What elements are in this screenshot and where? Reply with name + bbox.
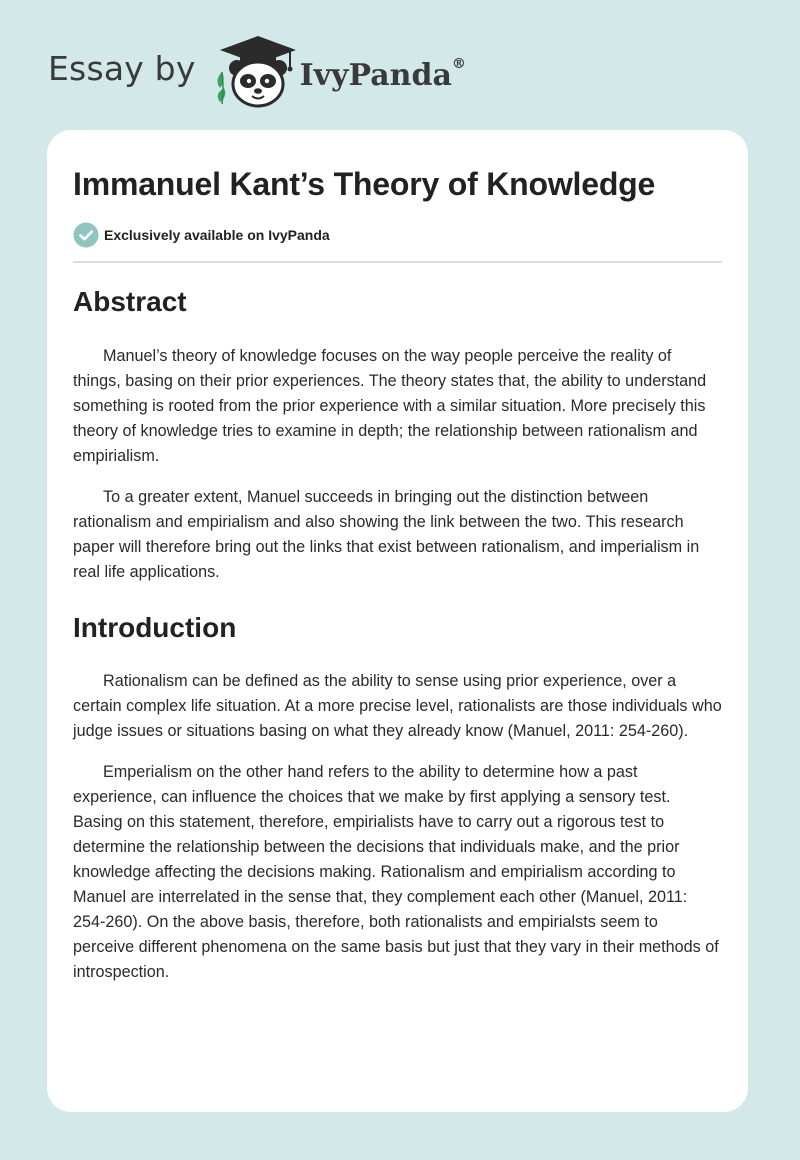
page-title: Immanuel Kant’s Theory of Knowledge	[73, 166, 656, 202]
paragraph: To a greater extent, Manuel succeeds in bringing out the distinction between rationalism and empirialism and also showing the link between the two. This research paper will therefore bring out the links that exist between rationalism, and imperialism in real life applications.	[73, 488, 700, 581]
essay-by-label: Essay by	[48, 48, 196, 88]
paragraph: Manuel’s theory of knowledge focuses on the way people perceive the reality of things, basing on their prior experiences. The theory states that, the ability to understand something is rooted from the prior experience with a similar situation. More precisely this theory of knowledge tries to examine in depth; the relationship between rationalism and empirialism.	[73, 347, 707, 465]
exclusive-badge	[73, 222, 330, 248]
essay-card	[47, 130, 748, 1112]
section-heading-introduction: Introduction	[73, 612, 237, 643]
check-circle-icon	[73, 222, 99, 248]
paragraph: Emperialism on the other hand refers to the ability to determine how a past experience, can influence the choices that we make by first applying a sensory test. Basing on this statement, therefore, empirialists have to carry out a rigorous test to determine the relationship between the decisions that individuals make, and the prior knowledge affecting the decisions making. Rationalism and empirialism according to Manuel are interrelated in the sense that, they complement each other (Manuel, 2011: 254-260). On the above basis, therefore, both rationalists and empirialsts seem to perceive different phenomena on the same basis but just that they vary in their methods of introspection.	[73, 763, 719, 981]
paragraph: Rationalism can be defined as the ability to sense using prior experience, over a certain complex life situation. At a more precise level, rationalists are those individuals who judge issues or situations basing on what they already know (Manuel, 2011: 254-260).	[73, 672, 722, 740]
section-heading-abstract: Abstract	[73, 286, 187, 317]
panda-logo-icon[interactable]	[210, 34, 306, 110]
brand-name[interactable]	[299, 55, 466, 93]
site-header	[48, 34, 466, 110]
registered-mark: ®	[451, 55, 466, 72]
title-divider	[73, 261, 722, 263]
article-body	[73, 280, 723, 985]
brand-text: IvyPanda	[299, 57, 452, 93]
exclusive-label: Exclusively available on IvyPanda	[104, 227, 330, 243]
